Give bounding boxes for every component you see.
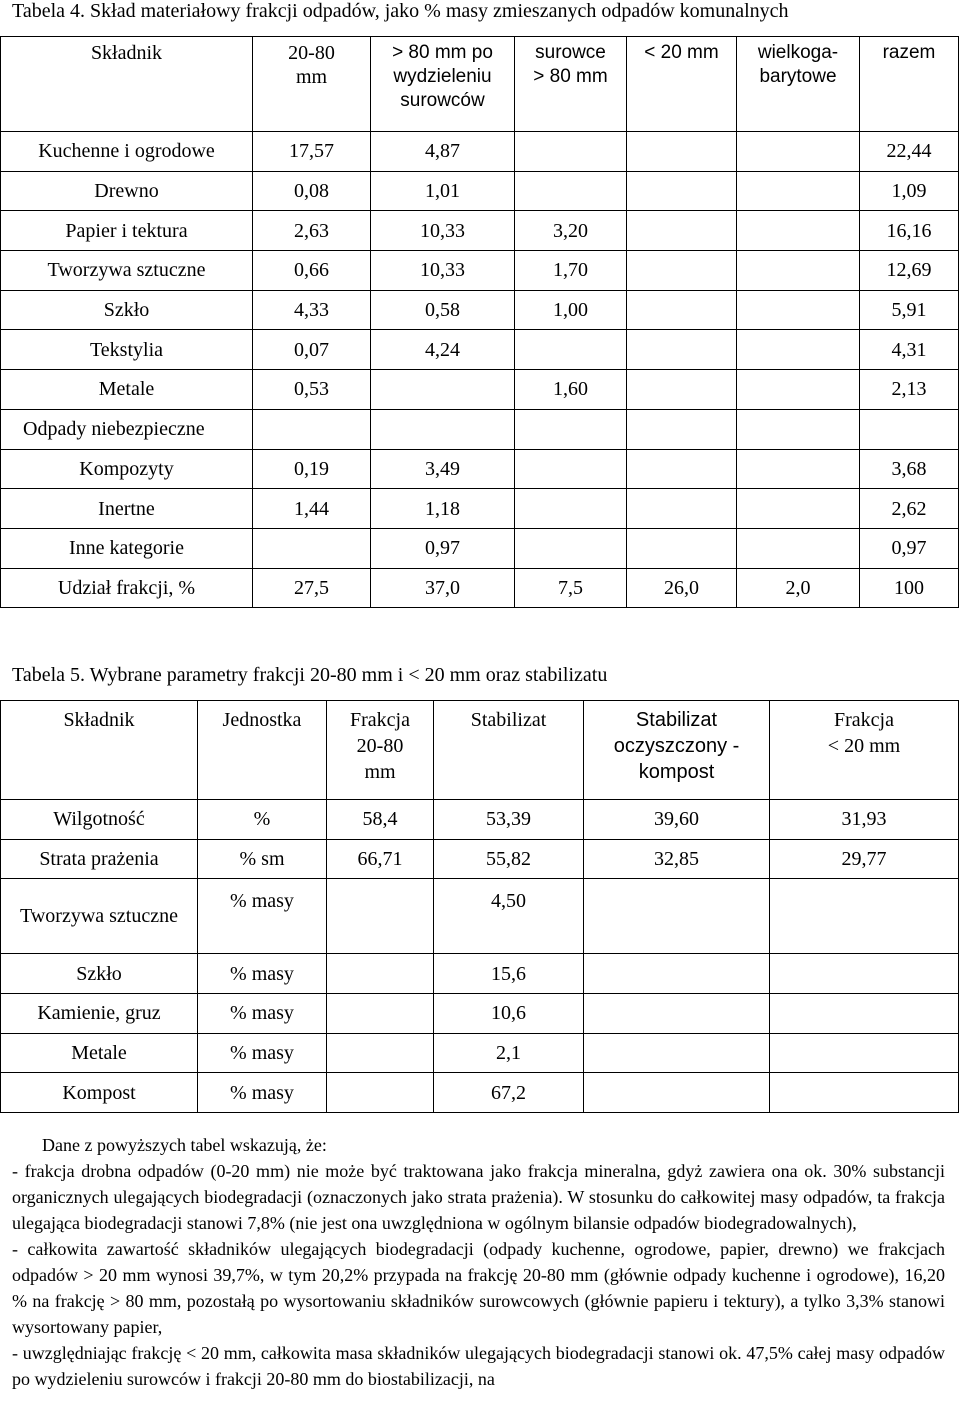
table-cell bbox=[627, 409, 737, 449]
table-cell: 4,50 bbox=[434, 879, 584, 954]
column-header-line: > 80 mm bbox=[533, 66, 608, 87]
row-label: Papier i tektura bbox=[1, 211, 253, 251]
column-header bbox=[1, 37, 253, 132]
table-cell: 1,70 bbox=[515, 251, 627, 291]
table-cell bbox=[327, 1033, 434, 1073]
table-cell: 0,53 bbox=[253, 370, 371, 410]
table-row bbox=[1, 330, 959, 370]
summary-point: - całkowita zawartość składników ulegających biodegradacji (odpady kuchenne, ogrodowe, papier, drewno) we frakcjach odpadów > 20 mm wynosi 39,7%, w tym 20,2% przypada na frakcję 20-80 mm (głównie odpady kuchenne i ogrodowe), 16,20 % na frakcję > 80 mm, pozostałą po wysortowaniu składników surowcowych (głównie papieru i tektury), a tylko 3,3% stanowi wysortowany papier, bbox=[12, 1239, 945, 1337]
table-row bbox=[1, 1033, 959, 1073]
table-cell: 2,0 bbox=[737, 568, 860, 608]
table-cell: 2,13 bbox=[860, 370, 959, 410]
table-cell bbox=[860, 409, 959, 449]
table-cell: 3,20 bbox=[515, 211, 627, 251]
table-cell: 7,5 bbox=[515, 568, 627, 608]
table-cell bbox=[371, 409, 515, 449]
table-cell: 0,97 bbox=[860, 528, 959, 568]
row-label: Tworzywa sztuczne bbox=[1, 251, 253, 291]
summary-point: - frakcja drobna odpadów (0-20 mm) nie może być traktowana jako frakcja mineralna, gdyż zawiera ona ok. 30% substancji organicznych ulegających biodegradacji (oznaczonych jako strata prażenia). W stosunku do całkowitej masy odpadów, ta frakcja ulegająca biodegradacji stanowi 7,8% (nie jest ona uwzględniona w ogólnym bilansie odpadów biodegradowalnych), bbox=[12, 1161, 945, 1233]
table-cell: % masy bbox=[198, 954, 327, 994]
column-header bbox=[434, 701, 584, 800]
row-label: Metale bbox=[1, 1033, 198, 1073]
row-label: Metale bbox=[1, 370, 253, 410]
table-cell: 17,57 bbox=[253, 132, 371, 172]
row-label: Drewno bbox=[1, 171, 253, 211]
table-cell bbox=[515, 449, 627, 489]
table-cell bbox=[737, 290, 860, 330]
table-cell bbox=[627, 489, 737, 529]
column-header bbox=[198, 701, 327, 800]
table-cell bbox=[737, 370, 860, 410]
table-header-row bbox=[1, 37, 959, 132]
table-row bbox=[1, 839, 959, 879]
table-cell: 4,33 bbox=[253, 290, 371, 330]
table-cell: 67,2 bbox=[434, 1073, 584, 1113]
table-cell bbox=[584, 1073, 770, 1113]
table5-caption: Tabela 5. Wybrane parametry frakcji 20-80 mm i < 20 mm oraz stabilizatu bbox=[12, 664, 608, 686]
table-cell: % masy bbox=[198, 994, 327, 1034]
table-cell: 1,09 bbox=[860, 171, 959, 211]
table-row bbox=[1, 211, 959, 251]
table-row bbox=[1, 409, 959, 449]
column-header-line: surowców bbox=[400, 90, 485, 111]
table-cell: 10,6 bbox=[434, 994, 584, 1034]
table-cell: 0,97 bbox=[371, 528, 515, 568]
table-cell bbox=[515, 171, 627, 211]
table-row bbox=[1, 954, 959, 994]
table-cell: 31,93 bbox=[770, 800, 959, 840]
table-row bbox=[1, 568, 959, 608]
column-header-line: Frakcja bbox=[350, 709, 410, 731]
table-cell bbox=[737, 449, 860, 489]
table-cell bbox=[627, 528, 737, 568]
column-header-line: < 20 mm bbox=[644, 42, 719, 63]
column-header bbox=[1, 701, 198, 800]
table-cell: 27,5 bbox=[253, 568, 371, 608]
table-cell bbox=[737, 211, 860, 251]
table-cell: 12,69 bbox=[860, 251, 959, 291]
table-row bbox=[1, 528, 959, 568]
table-cell bbox=[584, 879, 770, 954]
row-label: Strata prażenia bbox=[1, 839, 198, 879]
table-cell bbox=[515, 489, 627, 529]
column-header bbox=[371, 37, 515, 132]
column-header bbox=[584, 701, 770, 800]
table-cell bbox=[737, 171, 860, 211]
row-label: Kompost bbox=[1, 1073, 198, 1113]
column-header-line: razem bbox=[882, 42, 936, 63]
row-label: Tekstylia bbox=[1, 330, 253, 370]
table-cell: 0,07 bbox=[253, 330, 371, 370]
column-header-line: mm bbox=[364, 761, 396, 783]
table-cell bbox=[770, 879, 959, 954]
column-header-line: Stabilizat bbox=[635, 709, 718, 731]
row-label: Szkło bbox=[1, 290, 253, 330]
table-cell: 10,33 bbox=[371, 251, 515, 291]
table-cell: 2,1 bbox=[434, 1033, 584, 1073]
table-cell bbox=[584, 1033, 770, 1073]
row-label: Szkło bbox=[1, 954, 198, 994]
table-cell: 26,0 bbox=[627, 568, 737, 608]
column-header bbox=[515, 37, 627, 132]
table-row bbox=[1, 449, 959, 489]
column-header-line: kompost bbox=[638, 761, 715, 783]
table-cell: 3,68 bbox=[860, 449, 959, 489]
table-cell bbox=[627, 449, 737, 489]
table-cell bbox=[515, 132, 627, 172]
column-header-line: mm bbox=[295, 66, 328, 88]
material-composition-table bbox=[0, 36, 959, 608]
table-cell bbox=[627, 171, 737, 211]
column-header bbox=[253, 37, 371, 132]
table-cell: 53,39 bbox=[434, 800, 584, 840]
summary-point: - uwzględniając frakcję < 20 mm, całkowita masa składników ulegających biodegradacji stanowi ok. 47,5% całej masy odpadów po wydzieleniu surowców i frakcji 20-80 mm do biostabilizacji, na bbox=[12, 1343, 945, 1389]
table-cell: 1,00 bbox=[515, 290, 627, 330]
table-cell bbox=[253, 528, 371, 568]
table-cell: 15,6 bbox=[434, 954, 584, 994]
column-header-line: oczyszczony - bbox=[613, 735, 740, 757]
column-header-line: Jednostka bbox=[222, 709, 302, 731]
table-cell: 0,66 bbox=[253, 251, 371, 291]
table-row bbox=[1, 290, 959, 330]
table-cell: 4,87 bbox=[371, 132, 515, 172]
table-cell bbox=[737, 330, 860, 370]
column-header-line: Składnik bbox=[90, 42, 163, 64]
table-cell bbox=[327, 879, 434, 954]
row-label: Kompozyty bbox=[1, 449, 253, 489]
table-cell bbox=[770, 954, 959, 994]
table-cell: 39,60 bbox=[584, 800, 770, 840]
table-cell bbox=[627, 251, 737, 291]
table-cell: 0,08 bbox=[253, 171, 371, 211]
table-cell bbox=[253, 409, 371, 449]
table-row bbox=[1, 370, 959, 410]
table-cell: 37,0 bbox=[371, 568, 515, 608]
row-label: Udział frakcji, % bbox=[1, 568, 253, 608]
table-cell: 1,01 bbox=[371, 171, 515, 211]
table-cell bbox=[737, 132, 860, 172]
table-cell: 66,71 bbox=[327, 839, 434, 879]
column-header-line: 20-80 bbox=[356, 735, 404, 757]
table-cell: 5,91 bbox=[860, 290, 959, 330]
table-row bbox=[1, 132, 959, 172]
table-cell: 16,16 bbox=[860, 211, 959, 251]
table-cell: 32,85 bbox=[584, 839, 770, 879]
table-cell: 1,44 bbox=[253, 489, 371, 529]
summary-text bbox=[12, 1132, 945, 1392]
summary-intro: Dane z powyższych tabel wskazują, że: bbox=[42, 1135, 327, 1155]
table-cell: % masy bbox=[198, 1073, 327, 1113]
table-header-row bbox=[1, 701, 959, 800]
table-row bbox=[1, 879, 959, 954]
row-label: Kuchenne i ogrodowe bbox=[1, 132, 253, 172]
table-cell: % masy bbox=[198, 879, 327, 954]
table-row bbox=[1, 1073, 959, 1113]
column-header bbox=[860, 37, 959, 132]
table-cell bbox=[627, 290, 737, 330]
table-cell: 2,63 bbox=[253, 211, 371, 251]
table-row bbox=[1, 251, 959, 291]
table-cell: 29,77 bbox=[770, 839, 959, 879]
column-header-line: barytowe bbox=[759, 66, 837, 87]
table-row bbox=[1, 489, 959, 529]
table-cell bbox=[584, 994, 770, 1034]
column-header-line: wielkoga- bbox=[757, 42, 839, 63]
table-cell: 0,19 bbox=[253, 449, 371, 489]
row-label: Inne kategorie bbox=[1, 528, 253, 568]
table-cell: 4,24 bbox=[371, 330, 515, 370]
table-cell: % masy bbox=[198, 1033, 327, 1073]
table-cell bbox=[770, 994, 959, 1034]
row-label: Wilgotność bbox=[1, 800, 198, 840]
table-cell: 1,18 bbox=[371, 489, 515, 529]
column-header-line: Frakcja bbox=[834, 709, 894, 731]
table-cell bbox=[627, 211, 737, 251]
table-row bbox=[1, 800, 959, 840]
table-cell: 58,4 bbox=[327, 800, 434, 840]
parameters-table bbox=[0, 700, 959, 1113]
table-cell bbox=[327, 1073, 434, 1113]
column-header-line: surowce bbox=[535, 42, 606, 63]
table-cell bbox=[515, 528, 627, 568]
column-header-line: wydzieleniu bbox=[393, 66, 492, 87]
column-header-line: 20-80 bbox=[288, 42, 335, 64]
table-cell: % sm bbox=[198, 839, 327, 879]
column-header-line: > 80 mm po bbox=[392, 42, 493, 63]
row-label: Tworzywa sztuczne bbox=[1, 879, 198, 954]
table-cell: % bbox=[198, 800, 327, 840]
table-cell bbox=[584, 954, 770, 994]
table-cell: 22,44 bbox=[860, 132, 959, 172]
table-cell bbox=[627, 330, 737, 370]
table-cell bbox=[327, 994, 434, 1034]
row-label: Inertne bbox=[1, 489, 253, 529]
table-cell: 2,62 bbox=[860, 489, 959, 529]
column-header bbox=[770, 701, 959, 800]
table-cell bbox=[737, 528, 860, 568]
table-cell: 1,60 bbox=[515, 370, 627, 410]
column-header-line: < 20 mm bbox=[827, 735, 901, 757]
table-cell: 4,31 bbox=[860, 330, 959, 370]
column-header-line: Składnik bbox=[63, 709, 135, 731]
table-cell: 55,82 bbox=[434, 839, 584, 879]
table-cell bbox=[770, 1073, 959, 1113]
table-cell bbox=[770, 1033, 959, 1073]
table-cell bbox=[371, 370, 515, 410]
row-label: Odpady niebezpieczne bbox=[1, 409, 253, 449]
table-cell: 0,58 bbox=[371, 290, 515, 330]
table4-caption: Tabela 4. Skład materiałowy frakcji odpadów, jako % masy zmieszanych odpadów komunalnych bbox=[12, 0, 789, 22]
column-header bbox=[627, 37, 737, 132]
column-header bbox=[737, 37, 860, 132]
table-cell bbox=[327, 954, 434, 994]
table-cell bbox=[737, 409, 860, 449]
row-label: Kamienie, gruz bbox=[1, 994, 198, 1034]
table-row bbox=[1, 994, 959, 1034]
table-cell: 10,33 bbox=[371, 211, 515, 251]
table-cell bbox=[737, 489, 860, 529]
table-row bbox=[1, 171, 959, 211]
table-cell: 100 bbox=[860, 568, 959, 608]
table-cell bbox=[515, 409, 627, 449]
table-cell bbox=[737, 251, 860, 291]
table-cell bbox=[627, 132, 737, 172]
table-cell: 3,49 bbox=[371, 449, 515, 489]
table-cell bbox=[627, 370, 737, 410]
column-header bbox=[327, 701, 434, 800]
table-cell bbox=[515, 330, 627, 370]
column-header-line: Stabilizat bbox=[470, 709, 547, 731]
